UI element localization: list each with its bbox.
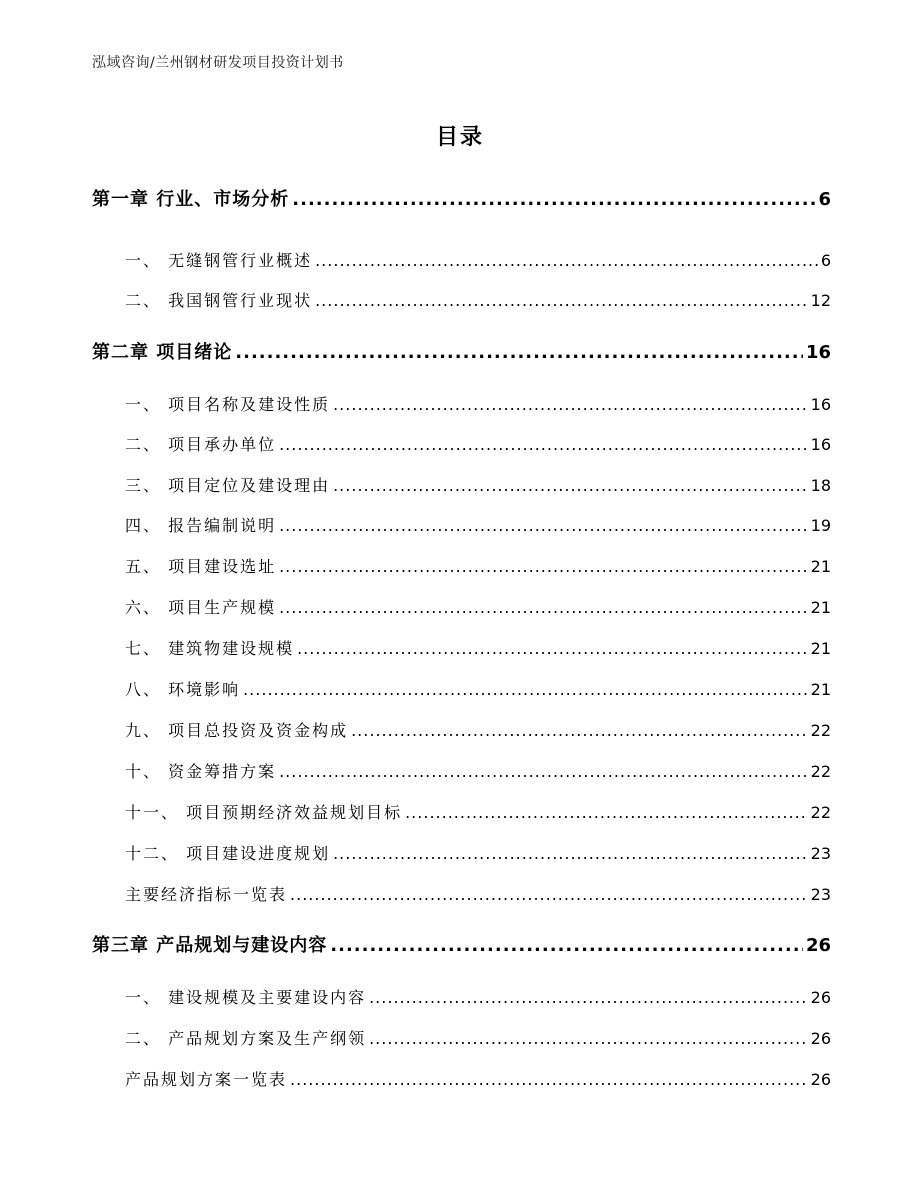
toc-entry-label: 十二、 项目建设进度规划 [125,844,331,863]
dot-leader [243,680,808,699]
toc-entry-label: 主要经济指标一览表 [125,885,288,904]
toc-entry-section[interactable] [92,288,831,311]
toc-entry-section[interactable] [92,1067,831,1090]
toc-entry-chapter-1[interactable] [92,185,831,211]
toc-entry-label: 第三章 产品规划与建设内容 [92,935,328,956]
toc-entry-page: 22 [810,721,831,740]
dot-leader [333,844,808,863]
running-header: 泓域咨询/兰州钢材研发项目投资计划书 [92,55,344,71]
dot-leader [369,988,808,1007]
toc-entry-page: 26 [810,1029,831,1048]
toc-entry-label: 二、 我国钢管行业现状 [125,291,313,310]
dot-leader [315,291,808,310]
dot-leader [292,189,815,210]
toc-entry-section[interactable] [92,392,831,415]
dot-leader [297,639,808,658]
toc-entry-section[interactable] [92,432,831,455]
toc-entry-section[interactable] [92,882,831,905]
toc-entry-page: 23 [810,885,831,904]
toc-entry-page: 21 [810,680,831,699]
toc-entry-page: 19 [810,516,831,535]
dot-leader [279,435,808,454]
toc-entry-page: 12 [810,291,831,310]
dot-leader [279,557,808,576]
toc-title: 目录 [435,125,484,150]
toc-entry-label: 十一、 项目预期经济效益规划目标 [125,803,403,822]
toc-entry-label: 六、 项目生产规模 [125,598,277,617]
dot-leader [290,1070,808,1089]
toc-entry-label: 五、 项目建设选址 [125,557,277,576]
toc-entry-label: 一、 项目名称及建设性质 [125,395,331,414]
toc-entry-page: 21 [810,598,831,617]
dot-leader [315,251,818,270]
toc-entry-label: 三、 项目定位及建设理由 [125,476,331,495]
toc-entry-section[interactable] [92,841,831,864]
dot-leader [369,1029,808,1048]
toc-entry-label: 第二章 项目绪论 [92,342,233,363]
toc-entry-label: 九、 项目总投资及资金构成 [125,721,349,740]
toc-entry-section[interactable] [92,759,831,782]
dot-leader [405,803,808,822]
toc-entry-page: 23 [810,844,831,863]
dot-leader [333,476,808,495]
toc-entry-page: 6 [818,189,831,210]
toc-entry-page: 16 [810,435,831,454]
toc-entry-label: 二、 项目承办单位 [125,435,277,454]
dot-leader [279,762,808,781]
toc-entry-page: 22 [810,762,831,781]
toc-entry-chapter-2[interactable] [92,338,831,364]
toc-entry-label: 二、 产品规划方案及生产纲领 [125,1029,367,1048]
toc-entry-page: 26 [810,1070,831,1089]
toc-entry-page: 26 [810,988,831,1007]
toc-entry-chapter-3[interactable] [92,931,831,957]
toc-entry-section[interactable] [92,595,831,618]
toc-entry-section[interactable] [92,1026,831,1049]
toc-entry-section[interactable] [92,248,831,271]
toc-entry-section[interactable] [92,636,831,659]
toc-entry-label: 八、 环境影响 [125,680,241,699]
toc-entry-section[interactable] [92,718,831,741]
dot-leader [333,395,808,414]
dot-leader [279,516,808,535]
toc-entry-label: 第一章 行业、市场分析 [92,189,290,210]
toc-entry-label: 产品规划方案一览表 [125,1070,288,1089]
dot-leader [330,935,803,956]
dot-leader [235,342,803,363]
toc-entry-page: 6 [820,251,831,270]
toc-entry-label: 四、 报告编制说明 [125,516,277,535]
toc-entry-section[interactable] [92,985,831,1008]
toc-entry-section[interactable] [92,800,831,823]
toc-entry-page: 21 [810,557,831,576]
toc-entry-section[interactable] [92,513,831,536]
toc-entry-section[interactable] [92,554,831,577]
dot-leader [290,885,808,904]
toc-entry-label: 一、 无缝钢管行业概述 [125,251,313,270]
toc-entry-label: 一、 建设规模及主要建设内容 [125,988,367,1007]
toc-entry-page: 21 [810,639,831,658]
toc-entry-label: 十、 资金筹措方案 [125,762,277,781]
toc-entry-page: 16 [805,342,831,363]
dot-leader [279,598,808,617]
toc-entry-page: 22 [810,803,831,822]
toc-entry-label: 七、 建筑物建设规模 [125,639,295,658]
dot-leader [351,721,808,740]
toc-entry-section[interactable] [92,677,831,700]
toc-entry-page: 26 [805,935,831,956]
toc-entry-section[interactable] [92,473,831,496]
toc-entry-page: 16 [810,395,831,414]
toc-entry-page: 18 [810,476,831,495]
